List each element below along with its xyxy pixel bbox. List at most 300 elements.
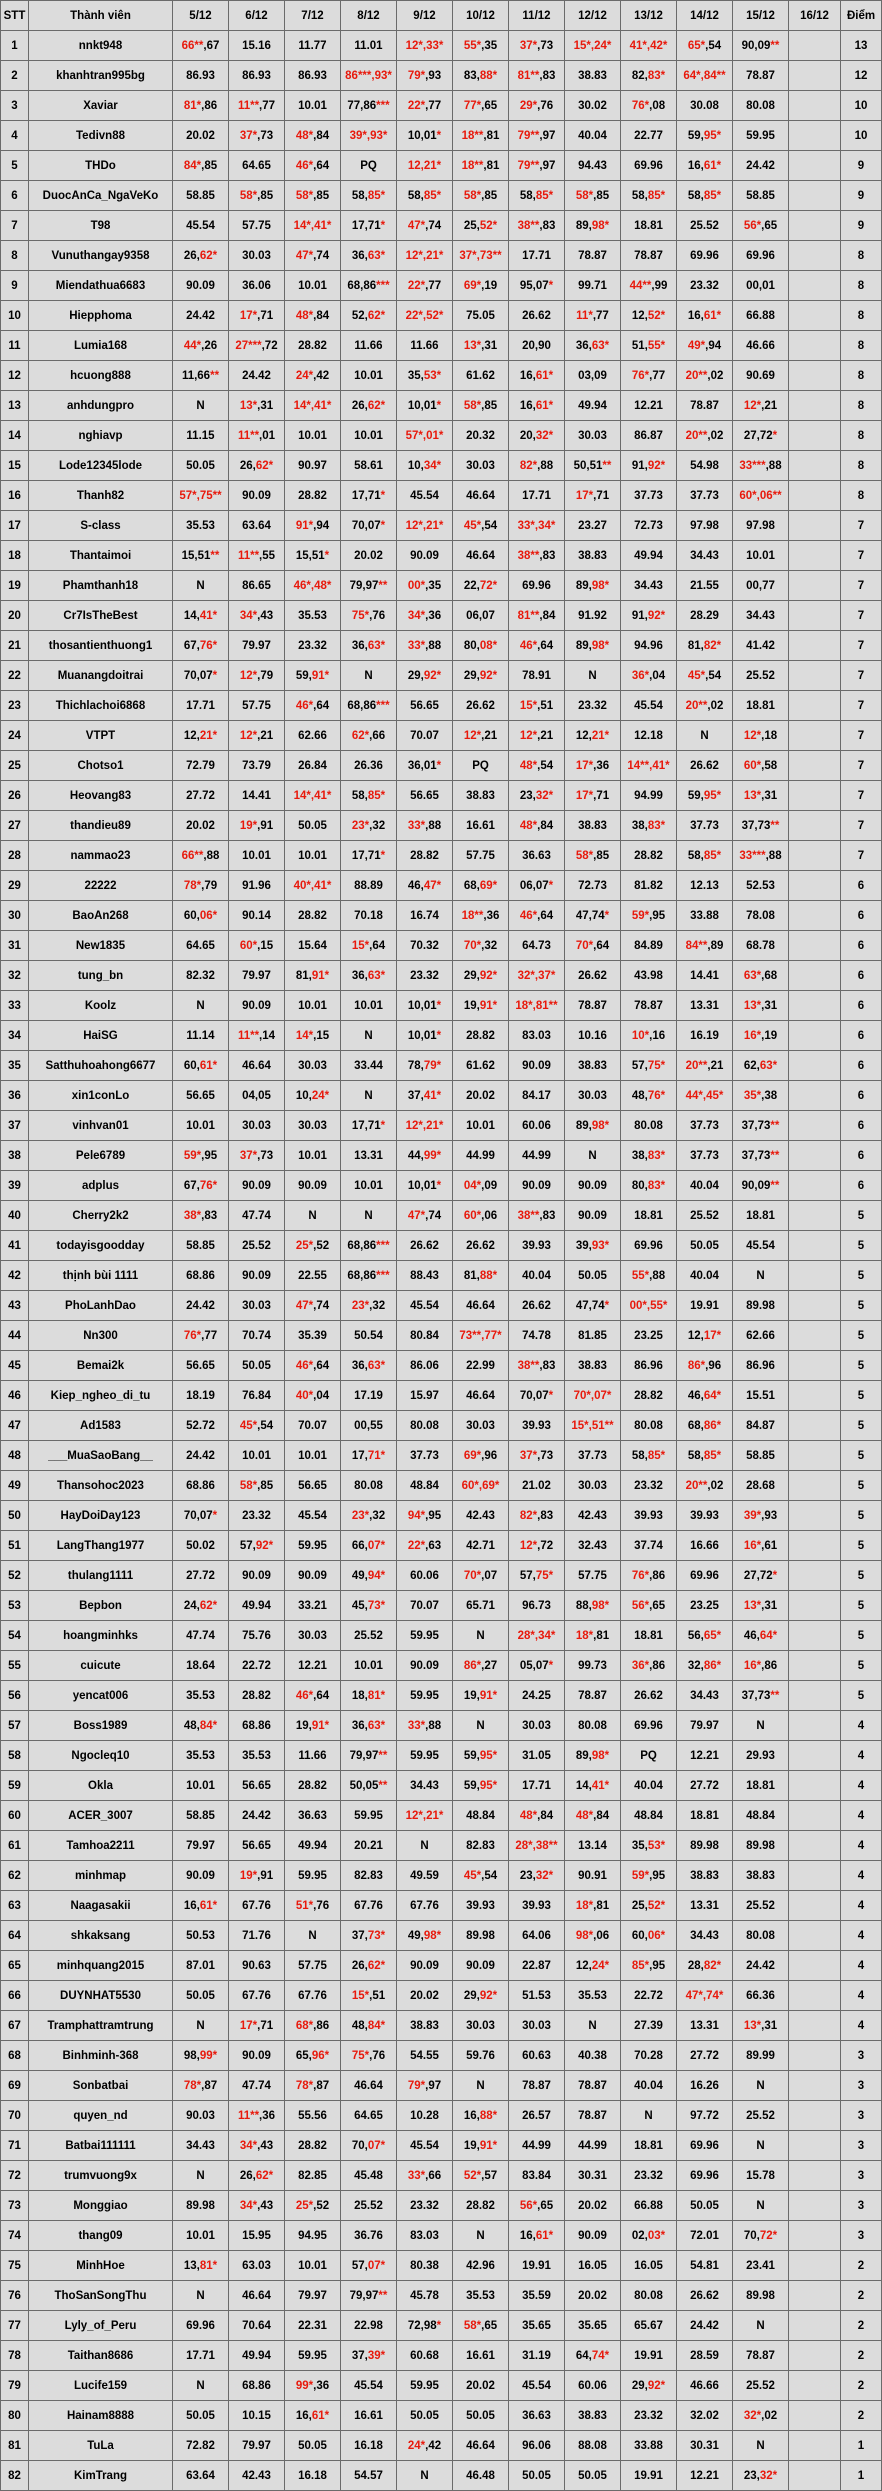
- score-cell[interactable]: [285, 2341, 341, 2371]
- score-cell[interactable]: [621, 2041, 677, 2071]
- score-cell[interactable]: [677, 31, 733, 61]
- score-cell[interactable]: [341, 2041, 397, 2071]
- score-cell[interactable]: [173, 721, 229, 751]
- score-cell[interactable]: [677, 241, 733, 271]
- day-16-12-cell[interactable]: [789, 1591, 841, 1621]
- score-cell[interactable]: [397, 1831, 453, 1861]
- score-cell[interactable]: [733, 91, 789, 121]
- score-cell[interactable]: [341, 1531, 397, 1561]
- score-cell[interactable]: [341, 2161, 397, 2191]
- score-cell[interactable]: [453, 2041, 509, 2071]
- score-cell[interactable]: [733, 1681, 789, 1711]
- score-cell[interactable]: [677, 841, 733, 871]
- score-cell[interactable]: [173, 1141, 229, 1171]
- score-cell[interactable]: [341, 451, 397, 481]
- score-cell[interactable]: [509, 421, 565, 451]
- score-cell[interactable]: [565, 841, 621, 871]
- score-cell[interactable]: [229, 241, 285, 271]
- score-cell[interactable]: [285, 1891, 341, 1921]
- score-cell[interactable]: [733, 1141, 789, 1171]
- score-cell[interactable]: [733, 691, 789, 721]
- member-name-cell[interactable]: BaoAn268: [29, 901, 173, 931]
- score-cell[interactable]: [397, 301, 453, 331]
- score-cell[interactable]: [565, 751, 621, 781]
- score-cell[interactable]: [621, 2341, 677, 2371]
- score-cell[interactable]: [565, 1681, 621, 1711]
- score-cell[interactable]: [733, 1591, 789, 1621]
- score-cell[interactable]: [285, 991, 341, 1021]
- score-cell[interactable]: [565, 1831, 621, 1861]
- score-cell[interactable]: [677, 151, 733, 181]
- member-name-cell[interactable]: Boss1989: [29, 1711, 173, 1741]
- score-cell[interactable]: [733, 2191, 789, 2221]
- member-name-cell[interactable]: DuocAnCa_NgaVeKo: [29, 181, 173, 211]
- member-name-cell[interactable]: vinhvan01: [29, 1111, 173, 1141]
- score-cell[interactable]: [229, 1501, 285, 1531]
- score-cell[interactable]: [509, 1261, 565, 1291]
- score-cell[interactable]: [173, 991, 229, 1021]
- score-cell[interactable]: [733, 781, 789, 811]
- score-cell[interactable]: [621, 271, 677, 301]
- member-name-cell[interactable]: Hiepphoma: [29, 301, 173, 331]
- score-cell[interactable]: [677, 991, 733, 1021]
- score-cell[interactable]: [341, 1081, 397, 1111]
- score-cell[interactable]: [285, 1711, 341, 1741]
- score-cell[interactable]: [621, 781, 677, 811]
- member-name-cell[interactable]: HaiSG: [29, 1021, 173, 1051]
- score-cell[interactable]: [621, 1711, 677, 1741]
- score-cell[interactable]: [565, 31, 621, 61]
- score-cell[interactable]: [453, 781, 509, 811]
- day-16-12-cell[interactable]: [789, 1381, 841, 1411]
- score-cell[interactable]: [677, 421, 733, 451]
- score-cell[interactable]: [173, 391, 229, 421]
- member-name-cell[interactable]: Heovang83: [29, 781, 173, 811]
- score-cell[interactable]: [229, 391, 285, 421]
- score-cell[interactable]: [621, 421, 677, 451]
- score-cell[interactable]: [229, 1861, 285, 1891]
- score-cell[interactable]: [621, 1411, 677, 1441]
- score-cell[interactable]: [677, 391, 733, 421]
- score-cell[interactable]: [621, 1981, 677, 2011]
- day-16-12-cell[interactable]: [789, 1561, 841, 1591]
- score-cell[interactable]: [677, 451, 733, 481]
- score-cell[interactable]: [173, 661, 229, 691]
- score-cell[interactable]: [285, 2311, 341, 2341]
- score-cell[interactable]: [509, 2341, 565, 2371]
- score-cell[interactable]: [509, 1321, 565, 1351]
- score-cell[interactable]: [229, 2431, 285, 2461]
- score-cell[interactable]: [677, 2041, 733, 2071]
- score-cell[interactable]: [173, 1591, 229, 1621]
- score-cell[interactable]: [285, 1351, 341, 1381]
- score-cell[interactable]: [397, 1591, 453, 1621]
- score-cell[interactable]: [509, 2101, 565, 2131]
- score-cell[interactable]: [621, 991, 677, 1021]
- score-cell[interactable]: [621, 211, 677, 241]
- score-cell[interactable]: [733, 631, 789, 661]
- score-cell[interactable]: [285, 1861, 341, 1891]
- score-cell[interactable]: [397, 1381, 453, 1411]
- score-cell[interactable]: [229, 1471, 285, 1501]
- score-cell[interactable]: [341, 1381, 397, 1411]
- score-cell[interactable]: [509, 1381, 565, 1411]
- score-cell[interactable]: [397, 1261, 453, 1291]
- day-16-12-cell[interactable]: [789, 271, 841, 301]
- score-cell[interactable]: [733, 31, 789, 61]
- score-cell[interactable]: [621, 1351, 677, 1381]
- member-name-cell[interactable]: xin1conLo: [29, 1081, 173, 1111]
- score-cell[interactable]: [453, 1081, 509, 1111]
- score-cell[interactable]: [173, 2041, 229, 2071]
- score-cell[interactable]: [621, 91, 677, 121]
- score-cell[interactable]: [621, 121, 677, 151]
- score-cell[interactable]: [341, 2191, 397, 2221]
- score-cell[interactable]: [229, 2071, 285, 2101]
- score-cell[interactable]: [733, 481, 789, 511]
- score-cell[interactable]: [397, 1741, 453, 1771]
- score-cell[interactable]: [173, 901, 229, 931]
- score-cell[interactable]: [733, 2041, 789, 2071]
- score-cell[interactable]: [285, 631, 341, 661]
- score-cell[interactable]: [397, 1321, 453, 1351]
- score-cell[interactable]: [173, 1501, 229, 1531]
- score-cell[interactable]: [733, 721, 789, 751]
- score-cell[interactable]: [229, 961, 285, 991]
- score-cell[interactable]: [733, 1381, 789, 1411]
- score-cell[interactable]: [285, 2101, 341, 2131]
- score-cell[interactable]: [229, 931, 285, 961]
- score-cell[interactable]: [453, 271, 509, 301]
- score-cell[interactable]: [229, 1951, 285, 1981]
- member-name-cell[interactable]: ACER_3007: [29, 1801, 173, 1831]
- score-cell[interactable]: [453, 2281, 509, 2311]
- score-cell[interactable]: [621, 2191, 677, 2221]
- member-name-cell[interactable]: Hainam8888: [29, 2401, 173, 2431]
- score-cell[interactable]: [677, 1531, 733, 1561]
- score-cell[interactable]: [173, 871, 229, 901]
- score-cell[interactable]: [453, 931, 509, 961]
- score-cell[interactable]: [621, 1801, 677, 1831]
- day-16-12-cell[interactable]: [789, 1861, 841, 1891]
- score-cell[interactable]: [509, 1741, 565, 1771]
- score-cell[interactable]: [341, 1561, 397, 1591]
- score-cell[interactable]: [509, 361, 565, 391]
- header-day-16-12[interactable]: 16/12: [789, 1, 841, 31]
- day-16-12-cell[interactable]: [789, 1921, 841, 1951]
- score-cell[interactable]: [509, 1351, 565, 1381]
- score-cell[interactable]: [285, 1651, 341, 1681]
- score-cell[interactable]: [509, 1021, 565, 1051]
- day-16-12-cell[interactable]: [789, 1621, 841, 1651]
- score-cell[interactable]: [677, 2071, 733, 2101]
- score-cell[interactable]: [621, 1501, 677, 1531]
- score-cell[interactable]: [621, 2461, 677, 2491]
- score-cell[interactable]: [565, 1531, 621, 1561]
- day-16-12-cell[interactable]: [789, 1831, 841, 1861]
- score-cell[interactable]: [341, 1141, 397, 1171]
- score-cell[interactable]: [173, 331, 229, 361]
- day-16-12-cell[interactable]: [789, 2191, 841, 2221]
- score-cell[interactable]: [733, 2281, 789, 2311]
- day-16-12-cell[interactable]: [789, 1711, 841, 1741]
- score-cell[interactable]: [453, 2431, 509, 2461]
- score-cell[interactable]: [677, 2431, 733, 2461]
- score-cell[interactable]: [733, 931, 789, 961]
- score-cell[interactable]: [677, 2251, 733, 2281]
- score-cell[interactable]: [341, 781, 397, 811]
- score-cell[interactable]: [229, 1231, 285, 1261]
- member-name-cell[interactable]: Chotso1: [29, 751, 173, 781]
- score-cell[interactable]: [677, 2131, 733, 2161]
- score-cell[interactable]: [397, 991, 453, 1021]
- day-16-12-cell[interactable]: [789, 1201, 841, 1231]
- score-cell[interactable]: [565, 1231, 621, 1261]
- day-16-12-cell[interactable]: [789, 241, 841, 271]
- score-cell[interactable]: [453, 1261, 509, 1291]
- score-cell[interactable]: [565, 871, 621, 901]
- score-cell[interactable]: [341, 1771, 397, 1801]
- score-cell[interactable]: [397, 2221, 453, 2251]
- score-cell[interactable]: [621, 331, 677, 361]
- score-cell[interactable]: [397, 271, 453, 301]
- score-cell[interactable]: [229, 1141, 285, 1171]
- score-cell[interactable]: [229, 121, 285, 151]
- score-cell[interactable]: [453, 841, 509, 871]
- score-cell[interactable]: [509, 2071, 565, 2101]
- score-cell[interactable]: [453, 1861, 509, 1891]
- member-name-cell[interactable]: hoangminhks: [29, 1621, 173, 1651]
- score-cell[interactable]: [677, 1111, 733, 1141]
- score-cell[interactable]: [397, 1201, 453, 1231]
- score-cell[interactable]: [565, 2071, 621, 2101]
- score-cell[interactable]: [397, 1801, 453, 1831]
- member-name-cell[interactable]: thosantienthuong1: [29, 631, 173, 661]
- score-cell[interactable]: [397, 2071, 453, 2101]
- day-16-12-cell[interactable]: [789, 2131, 841, 2161]
- score-cell[interactable]: [229, 1711, 285, 1741]
- score-cell[interactable]: [565, 2341, 621, 2371]
- score-cell[interactable]: [341, 1051, 397, 1081]
- score-cell[interactable]: [733, 1291, 789, 1321]
- score-cell[interactable]: [173, 511, 229, 541]
- score-cell[interactable]: [341, 1321, 397, 1351]
- score-cell[interactable]: [677, 61, 733, 91]
- score-cell[interactable]: [341, 241, 397, 271]
- score-cell[interactable]: [621, 571, 677, 601]
- score-cell[interactable]: [397, 1531, 453, 1561]
- score-cell[interactable]: [285, 1201, 341, 1231]
- score-cell[interactable]: [173, 1291, 229, 1321]
- score-cell[interactable]: [621, 1891, 677, 1921]
- member-name-cell[interactable]: VTPT: [29, 721, 173, 751]
- score-cell[interactable]: [397, 931, 453, 961]
- header-day-5-12[interactable]: 5/12: [173, 1, 229, 31]
- day-16-12-cell[interactable]: [789, 961, 841, 991]
- score-cell[interactable]: [173, 1531, 229, 1561]
- score-cell[interactable]: [229, 691, 285, 721]
- score-cell[interactable]: [229, 1981, 285, 2011]
- score-cell[interactable]: [397, 181, 453, 211]
- score-cell[interactable]: [621, 901, 677, 931]
- score-cell[interactable]: [453, 2161, 509, 2191]
- score-cell[interactable]: [173, 1321, 229, 1351]
- member-name-cell[interactable]: Cr7IsTheBest: [29, 601, 173, 631]
- score-cell[interactable]: [453, 571, 509, 601]
- score-cell[interactable]: [341, 31, 397, 61]
- member-name-cell[interactable]: shkaksang: [29, 1921, 173, 1951]
- score-cell[interactable]: [565, 991, 621, 1021]
- score-cell[interactable]: [341, 391, 397, 421]
- score-cell[interactable]: [229, 1531, 285, 1561]
- score-cell[interactable]: [285, 2251, 341, 2281]
- score-cell[interactable]: [285, 271, 341, 301]
- score-cell[interactable]: [173, 1771, 229, 1801]
- score-cell[interactable]: [453, 1981, 509, 2011]
- score-cell[interactable]: [733, 421, 789, 451]
- score-cell[interactable]: [509, 991, 565, 1021]
- score-cell[interactable]: [397, 451, 453, 481]
- score-cell[interactable]: [509, 451, 565, 481]
- day-16-12-cell[interactable]: [789, 2311, 841, 2341]
- score-cell[interactable]: [565, 1441, 621, 1471]
- score-cell[interactable]: [677, 691, 733, 721]
- score-cell[interactable]: [509, 541, 565, 571]
- score-cell[interactable]: [341, 1891, 397, 1921]
- member-name-cell[interactable]: khanhtran995bg: [29, 61, 173, 91]
- score-cell[interactable]: [677, 1441, 733, 1471]
- score-cell[interactable]: [173, 1171, 229, 1201]
- score-cell[interactable]: [733, 2311, 789, 2341]
- score-cell[interactable]: [509, 2041, 565, 2071]
- score-cell[interactable]: [621, 511, 677, 541]
- score-cell[interactable]: [509, 841, 565, 871]
- score-cell[interactable]: [229, 1081, 285, 1111]
- score-cell[interactable]: [621, 1651, 677, 1681]
- score-cell[interactable]: [173, 1951, 229, 1981]
- score-cell[interactable]: [341, 1741, 397, 1771]
- score-cell[interactable]: [733, 2251, 789, 2281]
- score-cell[interactable]: [285, 1561, 341, 1591]
- score-cell[interactable]: [565, 2221, 621, 2251]
- score-cell[interactable]: [453, 1771, 509, 1801]
- score-cell[interactable]: [453, 721, 509, 751]
- score-cell[interactable]: [509, 1051, 565, 1081]
- score-cell[interactable]: [677, 1621, 733, 1651]
- member-name-cell[interactable]: thịnh bùi 1111: [29, 1261, 173, 1291]
- score-cell[interactable]: [229, 151, 285, 181]
- score-cell[interactable]: [565, 1171, 621, 1201]
- score-cell[interactable]: [509, 91, 565, 121]
- score-cell[interactable]: [621, 751, 677, 781]
- score-cell[interactable]: [341, 1171, 397, 1201]
- score-cell[interactable]: [229, 211, 285, 241]
- score-cell[interactable]: [341, 871, 397, 901]
- score-cell[interactable]: [509, 571, 565, 601]
- score-cell[interactable]: [565, 2011, 621, 2041]
- score-cell[interactable]: [565, 121, 621, 151]
- score-cell[interactable]: [509, 1921, 565, 1951]
- score-cell[interactable]: [453, 211, 509, 241]
- score-cell[interactable]: [229, 1261, 285, 1291]
- score-cell[interactable]: [341, 1831, 397, 1861]
- header-day-9-12[interactable]: 9/12: [397, 1, 453, 31]
- score-cell[interactable]: [565, 1111, 621, 1141]
- day-16-12-cell[interactable]: [789, 1261, 841, 1291]
- score-cell[interactable]: [229, 2371, 285, 2401]
- score-cell[interactable]: [229, 2221, 285, 2251]
- score-cell[interactable]: [229, 451, 285, 481]
- score-cell[interactable]: [733, 511, 789, 541]
- score-cell[interactable]: [285, 31, 341, 61]
- score-cell[interactable]: [565, 2101, 621, 2131]
- score-cell[interactable]: [565, 601, 621, 631]
- score-cell[interactable]: [341, 571, 397, 601]
- score-cell[interactable]: [733, 1351, 789, 1381]
- score-cell[interactable]: [229, 2131, 285, 2161]
- member-name-cell[interactable]: Thanh82: [29, 481, 173, 511]
- score-cell[interactable]: [453, 2401, 509, 2431]
- score-cell[interactable]: [565, 1861, 621, 1891]
- header-day-13-12[interactable]: 13/12: [621, 1, 677, 31]
- score-cell[interactable]: [621, 451, 677, 481]
- score-cell[interactable]: [285, 721, 341, 751]
- score-cell[interactable]: [733, 751, 789, 781]
- score-cell[interactable]: [621, 481, 677, 511]
- score-cell[interactable]: [621, 1231, 677, 1261]
- score-cell[interactable]: [621, 301, 677, 331]
- day-16-12-cell[interactable]: [789, 1291, 841, 1321]
- score-cell[interactable]: [453, 1591, 509, 1621]
- score-cell[interactable]: [677, 931, 733, 961]
- score-cell[interactable]: [341, 2311, 397, 2341]
- score-cell[interactable]: [509, 1591, 565, 1621]
- member-name-cell[interactable]: Muanangdoitrai: [29, 661, 173, 691]
- score-cell[interactable]: [509, 1411, 565, 1441]
- score-cell[interactable]: [677, 2101, 733, 2131]
- score-cell[interactable]: [229, 1021, 285, 1051]
- day-16-12-cell[interactable]: [789, 2161, 841, 2191]
- score-cell[interactable]: [509, 1501, 565, 1531]
- score-cell[interactable]: [733, 871, 789, 901]
- score-cell[interactable]: [453, 301, 509, 331]
- score-cell[interactable]: [621, 1621, 677, 1651]
- score-cell[interactable]: [173, 2071, 229, 2101]
- score-cell[interactable]: [733, 2161, 789, 2191]
- day-16-12-cell[interactable]: [789, 781, 841, 811]
- score-cell[interactable]: [173, 2191, 229, 2221]
- member-name-cell[interactable]: minhmap: [29, 1861, 173, 1891]
- score-cell[interactable]: [397, 2431, 453, 2461]
- score-cell[interactable]: [677, 271, 733, 301]
- score-cell[interactable]: [285, 1081, 341, 1111]
- score-cell[interactable]: [173, 1801, 229, 1831]
- member-name-cell[interactable]: Tramphattramtrung: [29, 2011, 173, 2041]
- score-cell[interactable]: [509, 721, 565, 751]
- score-cell[interactable]: [341, 961, 397, 991]
- day-16-12-cell[interactable]: [789, 1141, 841, 1171]
- score-cell[interactable]: [733, 1201, 789, 1231]
- day-16-12-cell[interactable]: [789, 1021, 841, 1051]
- score-cell[interactable]: [397, 901, 453, 931]
- score-cell[interactable]: [173, 121, 229, 151]
- score-cell[interactable]: [229, 1921, 285, 1951]
- score-cell[interactable]: [453, 871, 509, 901]
- member-name-cell[interactable]: Vunuthangay9358: [29, 241, 173, 271]
- score-cell[interactable]: [397, 1501, 453, 1531]
- score-cell[interactable]: [677, 1351, 733, 1381]
- score-cell[interactable]: [621, 1021, 677, 1051]
